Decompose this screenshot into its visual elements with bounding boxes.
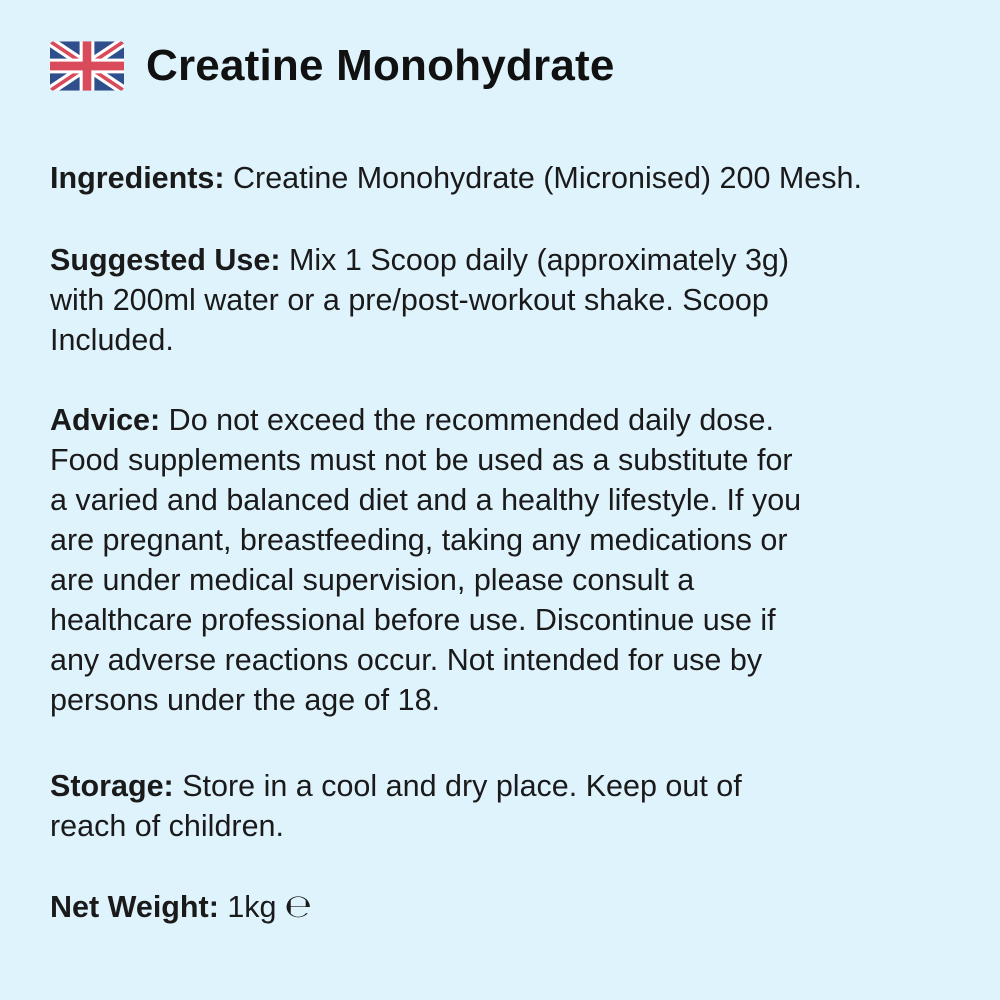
suggested-use-line: Included. xyxy=(50,323,174,357)
advice-line: healthcare professional before use. Discontinue use if xyxy=(50,603,776,637)
suggested-use-line: with 200ml water or a pre/post-workout shake. Scoop xyxy=(50,283,769,317)
advice-line: any adverse reactions occur. Not intended for use by xyxy=(50,643,763,677)
net-weight-label: Net Weight: xyxy=(50,890,219,924)
suggested-use-label: Suggested Use: xyxy=(50,243,281,277)
storage-line: Store in a cool and dry place. Keep out of xyxy=(173,769,742,803)
suggested-use-section xyxy=(50,240,789,360)
page-title: Creatine Monohydrate xyxy=(146,41,615,90)
advice-line: Food supplements must not be used as a substitute for xyxy=(50,443,793,477)
storage-section xyxy=(50,766,742,846)
net-weight-section xyxy=(50,886,312,927)
storage-line: reach of children. xyxy=(50,809,284,843)
ingredients-section xyxy=(50,158,862,198)
ingredients-text: Creatine Monohydrate (Micronised) 200 Mesh. xyxy=(224,161,862,195)
suggested-use-line: Mix 1 Scoop daily (approximately 3g) xyxy=(280,243,790,277)
advice-line: Do not exceed the recommended daily dose. xyxy=(160,403,774,437)
advice-line: persons under the age of 18. xyxy=(50,683,441,717)
storage-label: Storage: xyxy=(50,769,174,803)
header xyxy=(50,38,615,94)
advice-section xyxy=(50,400,801,720)
uk-flag-icon xyxy=(50,41,124,91)
ingredients-label: Ingredients: xyxy=(50,161,225,195)
estimated-sign-icon: ℮ xyxy=(284,887,312,925)
net-weight-value: 1kg xyxy=(218,890,277,924)
advice-line: are under medical supervision, please consult a xyxy=(50,563,695,597)
advice-line: a varied and balanced diet and a healthy lifestyle. If you xyxy=(50,483,802,517)
advice-line: are pregnant, breastfeeding, taking any medications or xyxy=(50,523,788,557)
advice-label: Advice: xyxy=(50,403,161,437)
